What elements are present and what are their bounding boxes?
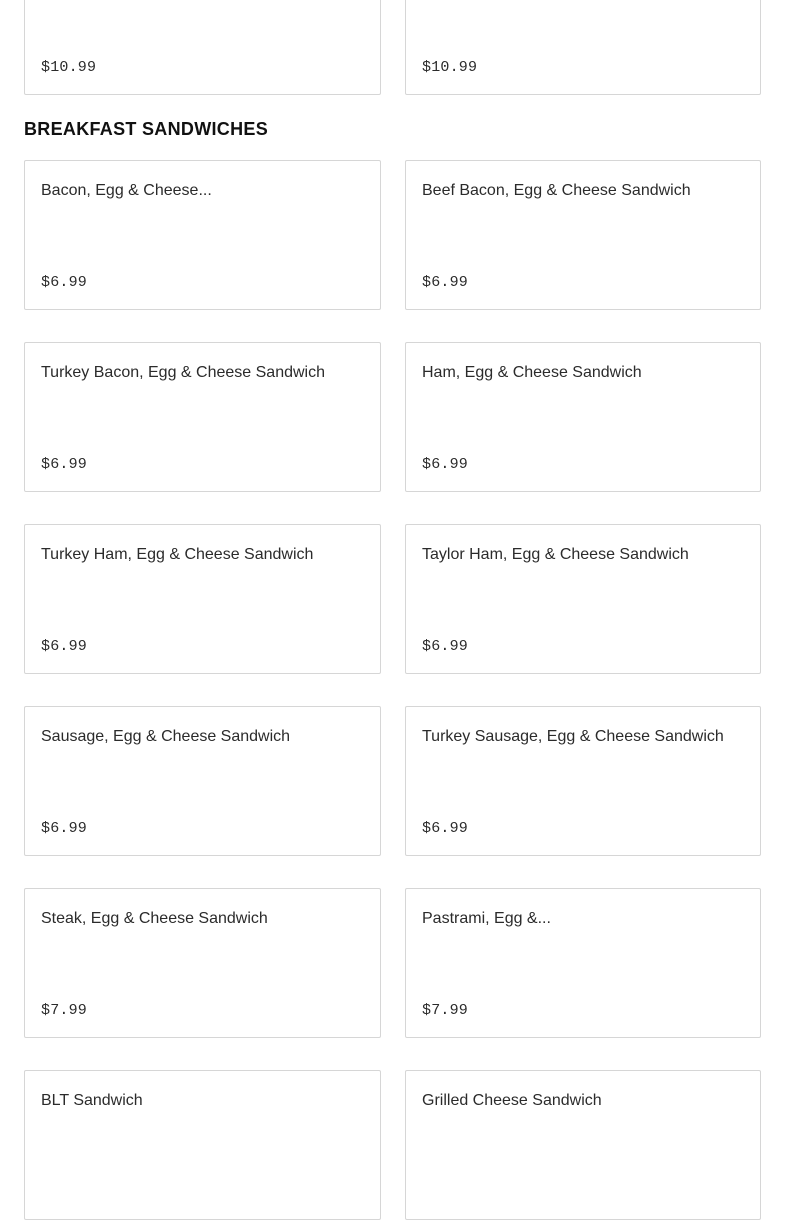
item-name: Sausage, Egg & Cheese Sandwich xyxy=(41,728,291,745)
item-price: $6.99 xyxy=(41,274,88,291)
menu-item-card[interactable] xyxy=(405,1070,761,1220)
item-price: $6.99 xyxy=(41,820,88,837)
item-price: $10.99 xyxy=(422,59,478,76)
item-name: Ham, Egg & Cheese Sandwich xyxy=(422,364,642,381)
menu-item-card[interactable] xyxy=(24,706,381,856)
menu-item-card[interactable] xyxy=(24,524,381,674)
item-price: $6.99 xyxy=(41,638,88,655)
item-name: Taylor Ham, Egg & Cheese Sandwich xyxy=(422,546,689,563)
menu-item-card[interactable] xyxy=(24,0,381,95)
menu-item-card[interactable] xyxy=(405,706,761,856)
item-name: Turkey Bacon, Egg & Cheese Sandwich xyxy=(41,364,326,381)
section-title: BREAKFAST SANDWICHES xyxy=(24,119,269,139)
item-name: Pastrami, Egg &... xyxy=(422,910,551,927)
item-price: $6.99 xyxy=(422,456,469,473)
menu-item-card[interactable] xyxy=(405,160,761,310)
item-name: Turkey Ham, Egg & Cheese Sandwich xyxy=(41,546,314,563)
menu-item-card[interactable] xyxy=(24,888,381,1038)
menu-item-card[interactable] xyxy=(405,524,761,674)
menu-item-card[interactable] xyxy=(405,888,761,1038)
item-name: Steak, Egg & Cheese Sandwich xyxy=(41,910,268,927)
item-price: $6.99 xyxy=(422,638,469,655)
item-price: $6.99 xyxy=(41,456,88,473)
menu-item-card[interactable] xyxy=(24,342,381,492)
menu-item-card[interactable] xyxy=(405,342,761,492)
item-price: $10.99 xyxy=(41,59,97,76)
item-name: BLT Sandwich xyxy=(41,1092,143,1109)
item-name: Grilled Cheese Sandwich xyxy=(422,1092,602,1109)
menu-item-card[interactable] xyxy=(405,0,761,95)
item-price: $6.99 xyxy=(422,274,469,291)
item-price: $7.99 xyxy=(41,1002,88,1019)
menu-item-card[interactable] xyxy=(24,1070,381,1220)
menu-item-card[interactable] xyxy=(24,160,381,310)
item-name: Turkey Sausage, Egg & Cheese Sandwich xyxy=(422,728,724,745)
item-name: Bacon, Egg & Cheese... xyxy=(41,182,212,199)
item-price: $7.99 xyxy=(422,1002,469,1019)
item-price: $6.99 xyxy=(422,820,469,837)
item-name: Beef Bacon, Egg & Cheese Sandwich xyxy=(422,182,691,199)
